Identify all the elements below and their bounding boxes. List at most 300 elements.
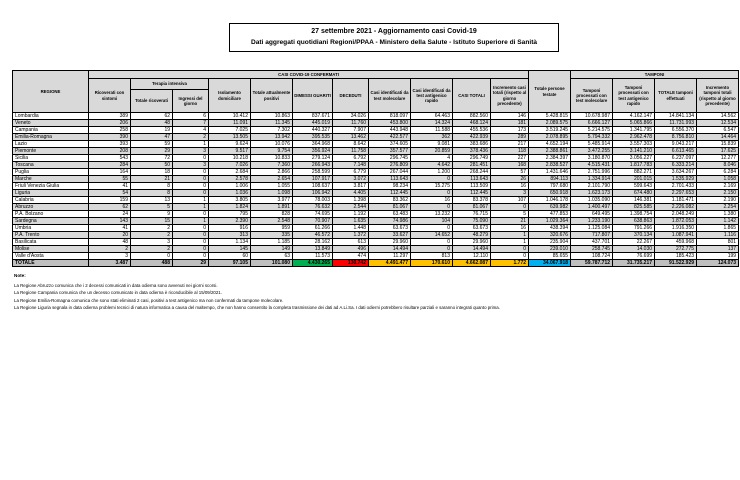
cell-dimessi_guariti: 445.019 bbox=[293, 120, 333, 127]
cell-incremento_casi_totali: 16 bbox=[491, 183, 529, 190]
cell-totale_tamponi_effettuati: 11.731.993 bbox=[655, 120, 697, 127]
cell-isolamento_domiciliare: 1.006 bbox=[209, 183, 251, 190]
cell-totale_tamponi_effettuati: 1.181.471 bbox=[655, 197, 697, 204]
cell-totale_attualmente_positivi: 1.891 bbox=[251, 204, 293, 211]
cell-casi_test_antigenico: 4 bbox=[411, 155, 453, 162]
cell-incremento_casi_totali: 57 bbox=[491, 169, 529, 176]
cell-ti_totale_ricoverati: 2 bbox=[131, 225, 173, 232]
cell-casi_totali: 378.436 bbox=[453, 148, 491, 155]
cell-isolamento_domiciliare: 10.218 bbox=[209, 155, 251, 162]
cell-casi_test_molecolare: 11.297 bbox=[369, 253, 411, 260]
cell-ti_totale_ricoverati: 19 bbox=[131, 127, 173, 134]
cell-ti_ingressi_del_giorno: 1 bbox=[173, 204, 209, 211]
cell-ti_ingressi_del_giorno: 0 bbox=[173, 155, 209, 162]
cell-ti_totale_ricoverati: 15 bbox=[131, 218, 173, 225]
header-band-tamponi: TAMPONI bbox=[571, 71, 739, 79]
cell-totale_persone_testate: 2.089.575 bbox=[529, 120, 571, 127]
cell-incremento_tamponi_totali: 2.150 bbox=[697, 190, 739, 197]
cell-totale_tamponi_effettuati: 91.522.929 bbox=[655, 260, 697, 267]
cell-tamponi_test_antigenico: 1.817.783 bbox=[613, 162, 655, 169]
cell-totale_attualmente_positivi: 7.302 bbox=[251, 127, 293, 134]
cell-tamponi_test_antigenico: 5.065.866 bbox=[613, 120, 655, 127]
cell-ti_ingressi_del_giorno: 1 bbox=[173, 197, 209, 204]
cell-tamponi_test_molecolare: 2.101.790 bbox=[571, 183, 613, 190]
cell-isolamento_domiciliare: 3.805 bbox=[209, 197, 251, 204]
cell-ti_ingressi_del_giorno: 0 bbox=[173, 232, 209, 239]
cell-totale_attualmente_positivi: 63 bbox=[251, 253, 293, 260]
table-row bbox=[13, 190, 739, 197]
cell-dimessi_guariti: 364.968 bbox=[293, 141, 333, 148]
cell-ricoverati_con_sintomi: 54 bbox=[89, 190, 131, 197]
cell-totale_attualmente_positivi: 10.076 bbox=[251, 141, 293, 148]
note-line: La Regione Liguria segnala in data odierna problemi tecnici di natura informatica a causa del maltempo, che non hanno consentito la completa trasmissione dei dati ad A.Li.Sa. I dati odierni potrebbero risultare parziali e saranno integrati quanto prima. bbox=[14, 304, 500, 310]
cell-incremento_tamponi_totali: 1.142 bbox=[697, 218, 739, 225]
cell-totale_persone_testate: 2.388.861 bbox=[529, 148, 571, 155]
cell-incremento_tamponi_totali: 1.865 bbox=[697, 225, 739, 232]
cell-incremento_casi_totali: 227 bbox=[491, 155, 529, 162]
cell-isolamento_domiciliare: 13.505 bbox=[209, 134, 251, 141]
cell-ti_ingressi_del_giorno: 4 bbox=[173, 127, 209, 134]
cell-totale_tamponi_effettuati: 6.613.465 bbox=[655, 148, 697, 155]
cell-isolamento_domiciliare: 11.091 bbox=[209, 120, 251, 127]
cell-regione: Abruzzo bbox=[13, 204, 89, 211]
cell-deceduti: 3.817 bbox=[333, 183, 369, 190]
cell-regione: Liguria bbox=[13, 190, 89, 197]
cell-dimessi_guariti: 74.695 bbox=[293, 211, 333, 218]
cell-casi_totali: 4.662.087 bbox=[453, 260, 491, 267]
cell-ti_ingressi_del_giorno: 7 bbox=[173, 120, 209, 127]
cell-casi_totali: 112.445 bbox=[453, 190, 491, 197]
cell-regione: Basilicata bbox=[13, 239, 89, 246]
col-header-persone-testate: Totale persone testate bbox=[529, 71, 571, 113]
notes-label: Note: bbox=[14, 273, 26, 278]
col-header-tamponi-antigenico: Tamponi processati con test antigenico rapido bbox=[613, 79, 655, 113]
cell-casi_test_antigenico: 64.463 bbox=[411, 113, 453, 120]
cell-isolamento_domiciliare: 1.824 bbox=[209, 204, 251, 211]
cell-tamponi_test_antigenico: 4.162.147 bbox=[613, 113, 655, 120]
cell-ricoverati_con_sintomi: 20 bbox=[89, 232, 131, 239]
cell-casi_test_antigenico: 4.642 bbox=[411, 162, 453, 169]
cell-ti_ingressi_del_giorno: 0 bbox=[173, 169, 209, 176]
cell-totale_attualmente_positivi: 959 bbox=[251, 225, 293, 232]
cell-dimessi_guariti: 70.907 bbox=[293, 218, 333, 225]
cell-incremento_tamponi_totali: 6.547 bbox=[697, 127, 739, 134]
cell-tamponi_test_antigenico: 31.735.217 bbox=[613, 260, 655, 267]
cell-casi_totali: 29.960 bbox=[453, 239, 491, 246]
cell-deceduti: 8.642 bbox=[333, 141, 369, 148]
cell-totale_tamponi_effettuati: 2.297.653 bbox=[655, 190, 697, 197]
cell-casi_test_molecolare: 74.986 bbox=[369, 218, 411, 225]
cell-incremento_tamponi_totali: 14.464 bbox=[697, 134, 739, 141]
cell-casi_test_molecolare: 4.491.477 bbox=[369, 260, 411, 267]
table-row bbox=[13, 141, 739, 148]
cell-casi_test_molecolare: 63.673 bbox=[369, 225, 411, 232]
cell-casi_test_antigenico: 9.081 bbox=[411, 141, 453, 148]
cell-ricoverati_con_sintomi: 543 bbox=[89, 155, 131, 162]
cell-casi_totali: 882.560 bbox=[453, 113, 491, 120]
cell-casi_test_molecolare: 296.745 bbox=[369, 155, 411, 162]
cell-deceduti: 1.192 bbox=[333, 211, 369, 218]
cell-casi_totali: 81.067 bbox=[453, 204, 491, 211]
cell-ti_totale_ricoverati: 18 bbox=[131, 169, 173, 176]
cell-dimessi_guariti: 107.917 bbox=[293, 176, 333, 183]
cell-isolamento_domiciliare: 145 bbox=[209, 246, 251, 253]
cell-casi_test_molecolare: 81.067 bbox=[369, 204, 411, 211]
cell-casi_totali: 48.279 bbox=[453, 232, 491, 239]
cell-casi_test_antigenico: 20.859 bbox=[411, 148, 453, 155]
cell-tamponi_test_antigenico: 674.480 bbox=[613, 190, 655, 197]
cell-totale_persone_testate: 3.519.245 bbox=[529, 127, 571, 134]
cell-totale_tamponi_effettuati: 14.841.134 bbox=[655, 113, 697, 120]
cell-totale_persone_testate: 650.918 bbox=[529, 190, 571, 197]
cell-incremento_tamponi_totali: 12.277 bbox=[697, 155, 739, 162]
cell-tamponi_test_molecolare: 5.214.575 bbox=[571, 127, 613, 134]
col-header-regione: REGIONE bbox=[13, 71, 89, 113]
cell-totale_attualmente_positivi: 10.833 bbox=[251, 155, 293, 162]
cell-ti_totale_ricoverati: 72 bbox=[131, 155, 173, 162]
cell-incremento_tamponi_totali: 2.254 bbox=[697, 204, 739, 211]
cell-ti_totale_ricoverati: 59 bbox=[131, 141, 173, 148]
cell-dimessi_guariti: 279.124 bbox=[293, 155, 333, 162]
cell-totale_persone_testate: 2.384.397 bbox=[529, 155, 571, 162]
cell-regione: Sicilia bbox=[13, 155, 89, 162]
cell-casi_totali: 14.494 bbox=[453, 246, 491, 253]
cell-ti_totale_ricoverati: 0 bbox=[131, 253, 173, 260]
cell-tamponi_test_antigenico: 2.962.478 bbox=[613, 134, 655, 141]
cell-dimessi_guariti: 28.162 bbox=[293, 239, 333, 246]
cell-tamponi_test_molecolare: 4.515.431 bbox=[571, 162, 613, 169]
cell-ricoverati_con_sintomi: 55 bbox=[89, 176, 131, 183]
cell-tamponi_test_antigenico: 14.030 bbox=[613, 246, 655, 253]
cell-totale_tamponi_effettuati: 6.333.214 bbox=[655, 162, 697, 169]
cell-incremento_casi_totali: 1 bbox=[491, 232, 529, 239]
cell-ricoverati_con_sintomi: 390 bbox=[89, 134, 131, 141]
cell-dimessi_guariti: 11.573 bbox=[293, 253, 333, 260]
cell-incremento_casi_totali: 173 bbox=[491, 127, 529, 134]
cell-ti_ingressi_del_giorno: 0 bbox=[173, 176, 209, 183]
cell-tamponi_test_molecolare: 5.485.914 bbox=[571, 141, 613, 148]
cell-casi_test_molecolare: 374.605 bbox=[369, 141, 411, 148]
cell-casi_test_molecolare: 443.948 bbox=[369, 127, 411, 134]
cell-incremento_casi_totali: 16 bbox=[491, 225, 529, 232]
cell-totale_tamponi_effettuati: 8.756.810 bbox=[655, 134, 697, 141]
cell-totale_tamponi_effettuati: 2.226.082 bbox=[655, 204, 697, 211]
cell-casi_totali: 281.451 bbox=[453, 162, 491, 169]
cell-casi_test_antigenico: 16 bbox=[411, 197, 453, 204]
cell-tamponi_test_molecolare: 717.807 bbox=[571, 232, 613, 239]
cell-casi_test_molecolare: 14.494 bbox=[369, 246, 411, 253]
cell-dimessi_guariti: 78.003 bbox=[293, 197, 333, 204]
notes-lines bbox=[14, 282, 724, 311]
cell-totale_persone_testate: 639.982 bbox=[529, 204, 571, 211]
cell-totale_persone_testate: 5.428.815 bbox=[529, 113, 571, 120]
cell-incremento_tamponi_totali: 17.625 bbox=[697, 148, 739, 155]
cell-casi_test_antigenico: 170.610 bbox=[411, 260, 453, 267]
cell-deceduti: 2.544 bbox=[333, 204, 369, 211]
col-header-attualmente-positivi: Totale attualmente positivi bbox=[251, 79, 293, 113]
cell-deceduti: 4.405 bbox=[333, 190, 369, 197]
cell-tamponi_test_molecolare: 10.678.987 bbox=[571, 113, 613, 120]
col-header-ti-ingressi: Ingressi del giorno bbox=[173, 90, 209, 113]
cell-isolamento_domiciliare: 9.517 bbox=[209, 148, 251, 155]
table-row bbox=[13, 218, 739, 225]
col-header-isolamento: Isolamento domiciliare bbox=[209, 79, 251, 113]
cell-isolamento_domiciliare: 10.412 bbox=[209, 113, 251, 120]
cell-dimessi_guariti: 266.943 bbox=[293, 162, 333, 169]
table-row bbox=[13, 246, 739, 253]
cell-ti_totale_ricoverati: 8 bbox=[131, 183, 173, 190]
cell-totale_persone_testate: 477.853 bbox=[529, 211, 571, 218]
cell-totale_persone_testate: 34.067.918 bbox=[529, 260, 571, 267]
cell-ti_totale_ricoverati: 21 bbox=[131, 176, 173, 183]
table-row-totale bbox=[13, 260, 739, 267]
cell-totale_persone_testate: 2.838.527 bbox=[529, 162, 571, 169]
cell-tamponi_test_molecolare: 1.623.173 bbox=[571, 190, 613, 197]
cell-casi_test_antigenico: 14.324 bbox=[411, 120, 453, 127]
cell-casi_test_antigenico: 0 bbox=[411, 190, 453, 197]
cell-regione: Molise bbox=[13, 246, 89, 253]
covid-data-table bbox=[12, 70, 739, 267]
cell-incremento_casi_totali: 118 bbox=[491, 148, 529, 155]
cell-incremento_tamponi_totali: 14.562 bbox=[697, 113, 739, 120]
cell-deceduti: 474 bbox=[333, 253, 369, 260]
cell-ti_totale_ricoverati: 488 bbox=[131, 260, 173, 267]
cell-totale_persone_testate: 894.113 bbox=[529, 176, 571, 183]
cell-isolamento_domiciliare: 313 bbox=[209, 232, 251, 239]
cell-dimessi_guariti: 108.637 bbox=[293, 183, 333, 190]
cell-casi_totali: 63.673 bbox=[453, 225, 491, 232]
cell-ti_ingressi_del_giorno: 2 bbox=[173, 134, 209, 141]
cell-totale_attualmente_positivi: 2.654 bbox=[251, 176, 293, 183]
cell-ti_totale_ricoverati: 2 bbox=[131, 232, 173, 239]
cell-totale_attualmente_positivi: 1.055 bbox=[251, 183, 293, 190]
cell-regione: Campania bbox=[13, 127, 89, 134]
table-row bbox=[13, 183, 739, 190]
cell-deceduti: 7.148 bbox=[333, 162, 369, 169]
cell-incremento_casi_totali: 1 bbox=[491, 239, 529, 246]
cell-tamponi_test_molecolare: 258.745 bbox=[571, 246, 613, 253]
table-header bbox=[13, 71, 739, 113]
cell-casi_test_antigenico: 362 bbox=[411, 134, 453, 141]
col-header-casi-antigenico: Casi identificati da test antigenico rapido bbox=[411, 79, 453, 113]
table-row bbox=[13, 134, 739, 141]
cell-tamponi_test_antigenico: 882.271 bbox=[613, 169, 655, 176]
cell-tamponi_test_molecolare: 3.472.255 bbox=[571, 148, 613, 155]
cell-regione: Sardegna bbox=[13, 218, 89, 225]
report-title-box bbox=[229, 23, 559, 52]
cell-incremento_casi_totali: 1.772 bbox=[491, 260, 529, 267]
cell-totale_tamponi_effettuati: 2.048.249 bbox=[655, 211, 697, 218]
cell-ti_ingressi_del_giorno: 1 bbox=[173, 218, 209, 225]
cell-tamponi_test_antigenico: 3.557.303 bbox=[613, 141, 655, 148]
cell-totale_tamponi_effettuati: 1.916.350 bbox=[655, 225, 697, 232]
cell-casi_test_molecolare: 818.097 bbox=[369, 113, 411, 120]
cell-dimessi_guariti: 76.632 bbox=[293, 204, 333, 211]
cell-deceduti: 3.072 bbox=[333, 176, 369, 183]
cell-incremento_casi_totali: 168 bbox=[491, 162, 529, 169]
col-header-incremento-tamponi: Incremento tamponi totali (rispetto al giorno precedente) bbox=[697, 79, 739, 113]
cell-ricoverati_con_sintomi: 164 bbox=[89, 169, 131, 176]
cell-totale_tamponi_effettuati: 185.423 bbox=[655, 253, 697, 260]
cell-tamponi_test_antigenico: 3.141.210 bbox=[613, 148, 655, 155]
cell-tamponi_test_molecolare: 1.400.497 bbox=[571, 204, 613, 211]
cell-ricoverati_con_sintomi: 258 bbox=[89, 127, 131, 134]
cell-totale_tamponi_effettuati: 1.535.929 bbox=[655, 176, 697, 183]
cell-dimessi_guariti: 46.572 bbox=[293, 232, 333, 239]
cell-isolamento_domiciliare: 795 bbox=[209, 211, 251, 218]
cell-incremento_tamponi_totali: 199 bbox=[697, 253, 739, 260]
cell-ti_totale_ricoverati: 5 bbox=[131, 204, 173, 211]
cell-ricoverati_con_sintomi: 41 bbox=[89, 225, 131, 232]
cell-tamponi_test_antigenico: 201.015 bbox=[613, 176, 655, 183]
table-row bbox=[13, 113, 739, 120]
cell-ti_ingressi_del_giorno: 0 bbox=[173, 246, 209, 253]
cell-deceduti: 34.026 bbox=[333, 113, 369, 120]
cell-casi_test_antigenico: 104 bbox=[411, 218, 453, 225]
cell-totale_attualmente_positivi: 7.360 bbox=[251, 162, 293, 169]
cell-regione: Toscana bbox=[13, 162, 89, 169]
cell-casi_test_molecolare: 276.809 bbox=[369, 162, 411, 169]
cell-totale_attualmente_positivi: 10.863 bbox=[251, 113, 293, 120]
table-row bbox=[13, 155, 739, 162]
cell-deceduti: 130.742 bbox=[333, 260, 369, 267]
cell-deceduti: 1.372 bbox=[333, 232, 369, 239]
cell-ti_ingressi_del_giorno: 0 bbox=[173, 225, 209, 232]
cell-casi_test_molecolare: 98.234 bbox=[369, 183, 411, 190]
cell-casi_test_molecolare: 453.800 bbox=[369, 120, 411, 127]
cell-totale_tamponi_effettuati: 1.087.941 bbox=[655, 232, 697, 239]
table-row bbox=[13, 169, 739, 176]
cell-incremento_tamponi_totali: 2.169 bbox=[697, 183, 739, 190]
cell-dimessi_guariti: 61.266 bbox=[293, 225, 333, 232]
cell-totale_persone_testate: 438.394 bbox=[529, 225, 571, 232]
cell-tamponi_test_molecolare: 59.787.712 bbox=[571, 260, 613, 267]
cell-ricoverati_con_sintomi: 206 bbox=[89, 120, 131, 127]
cell-casi_totali: 468.124 bbox=[453, 120, 491, 127]
cell-ricoverati_con_sintomi: 2 bbox=[89, 246, 131, 253]
cell-incremento_tamponi_totali: 8.046 bbox=[697, 162, 739, 169]
cell-ti_ingressi_del_giorno: 29 bbox=[173, 260, 209, 267]
cell-tamponi_test_antigenico: 76.699 bbox=[613, 253, 655, 260]
cell-casi_test_molecolare: 63.483 bbox=[369, 211, 411, 218]
cell-ti_totale_ricoverati: 9 bbox=[131, 211, 173, 218]
cell-tamponi_test_antigenico: 1.398.754 bbox=[613, 211, 655, 218]
cell-casi_totali: 268.244 bbox=[453, 169, 491, 176]
cell-ricoverati_con_sintomi: 389 bbox=[89, 113, 131, 120]
cell-regione: Lazio bbox=[13, 141, 89, 148]
cell-casi_totali: 296.749 bbox=[453, 155, 491, 162]
cell-dimessi_guariti: 13.849 bbox=[293, 246, 333, 253]
cell-tamponi_test_molecolare: 2.751.996 bbox=[571, 169, 613, 176]
cell-ti_totale_ricoverati: 50 bbox=[131, 162, 173, 169]
cell-incremento_casi_totali: 5 bbox=[491, 211, 529, 218]
cell-casi_test_molecolare: 83.362 bbox=[369, 197, 411, 204]
table-row bbox=[13, 211, 739, 218]
cell-regione: Piemonte bbox=[13, 148, 89, 155]
cell-ricoverati_con_sintomi: 393 bbox=[89, 141, 131, 148]
cell-casi_totali: 12.110 bbox=[453, 253, 491, 260]
cell-ricoverati_con_sintomi: 24 bbox=[89, 211, 131, 218]
cell-isolamento_domiciliare: 9.624 bbox=[209, 141, 251, 148]
cell-incremento_casi_totali: 289 bbox=[491, 134, 529, 141]
cell-totale_tamponi_effettuati: 6.556.370 bbox=[655, 127, 697, 134]
cell-deceduti: 11.758 bbox=[333, 148, 369, 155]
cell-totale_persone_testate: 1.029.364 bbox=[529, 218, 571, 225]
col-header-casi-molecolare: Casi identificati da test molecolare bbox=[369, 79, 411, 113]
cell-regione: P.A. Bolzano bbox=[13, 211, 89, 218]
cell-dimessi_guariti: 395.535 bbox=[293, 134, 333, 141]
cell-totale_persone_testate: 1.431.646 bbox=[529, 169, 571, 176]
cell-tamponi_test_antigenico: 825.585 bbox=[613, 204, 655, 211]
cell-ti_ingressi_del_giorno: 3 bbox=[173, 162, 209, 169]
cell-totale_persone_testate: 235.904 bbox=[529, 239, 571, 246]
cell-ti_totale_ricoverati: 62 bbox=[131, 113, 173, 120]
cell-regione: Calabria bbox=[13, 197, 89, 204]
cell-casi_test_molecolare: 422.577 bbox=[369, 134, 411, 141]
table-row bbox=[13, 197, 739, 204]
cell-totale_tamponi_effettuati: 272.775 bbox=[655, 246, 697, 253]
cell-totale_tamponi_effettuati: 1.872.053 bbox=[655, 218, 697, 225]
col-header-incremento-casi: Incremento casi totali (rispetto al giorno precedente) bbox=[491, 79, 529, 113]
cell-dimessi_guariti: 440.327 bbox=[293, 127, 333, 134]
col-header-tamponi-molecolare: Tamponi processati con test molecolare bbox=[571, 79, 613, 113]
cell-ricoverati_con_sintomi: 143 bbox=[89, 218, 131, 225]
cell-incremento_casi_totali: 181 bbox=[491, 120, 529, 127]
cell-incremento_casi_totali: 107 bbox=[491, 197, 529, 204]
cell-tamponi_test_antigenico: 638.863 bbox=[613, 218, 655, 225]
cell-incremento_casi_totali: 0 bbox=[491, 204, 529, 211]
cell-totale_persone_testate: 797.680 bbox=[529, 183, 571, 190]
cell-isolamento_domiciliare: 1.134 bbox=[209, 239, 251, 246]
cell-isolamento_domiciliare: 916 bbox=[209, 225, 251, 232]
cell-isolamento_domiciliare: 1.036 bbox=[209, 190, 251, 197]
cell-casi_test_antigenico: 0 bbox=[411, 239, 453, 246]
cell-regione: Friuli Venezia Giulia bbox=[13, 183, 89, 190]
table-row bbox=[13, 162, 739, 169]
cell-casi_totali: 422.939 bbox=[453, 134, 491, 141]
note-line: La Regione Abruzzo comunica che i 2 decessi comunicati in data odierna sono avvenuti nei giorni scorsi. bbox=[14, 283, 218, 288]
cell-tamponi_test_molecolare: 649.495 bbox=[571, 211, 613, 218]
cell-totale_persone_testate: 2.078.895 bbox=[529, 134, 571, 141]
cell-isolamento_domiciliare: 7.026 bbox=[209, 162, 251, 169]
col-header-ti-totale: Totale ricoverati bbox=[131, 90, 173, 113]
cell-ricoverati_con_sintomi: 3.487 bbox=[89, 260, 131, 267]
cell-casi_test_antigenico: 0 bbox=[411, 176, 453, 183]
cell-incremento_casi_totali: 0 bbox=[491, 253, 529, 260]
cell-deceduti: 1.635 bbox=[333, 218, 369, 225]
cell-totale_persone_testate: 239.010 bbox=[529, 246, 571, 253]
table-row bbox=[13, 225, 739, 232]
cell-tamponi_test_antigenico: 791.266 bbox=[613, 225, 655, 232]
cell-tamponi_test_molecolare: 437.701 bbox=[571, 239, 613, 246]
cell-regione: Veneto bbox=[13, 120, 89, 127]
cell-casi_test_antigenico: 11.588 bbox=[411, 127, 453, 134]
cell-deceduti: 1.398 bbox=[333, 197, 369, 204]
cell-casi_totali: 83.378 bbox=[453, 197, 491, 204]
cell-ti_totale_ricoverati: 13 bbox=[131, 197, 173, 204]
cell-ti_totale_ricoverati: 8 bbox=[131, 190, 173, 197]
cell-incremento_tamponi_totali: 124.073 bbox=[697, 260, 739, 267]
cell-totale_attualmente_positivi: 828 bbox=[251, 211, 293, 218]
cell-incremento_tamponi_totali: 2.190 bbox=[697, 197, 739, 204]
cell-deceduti: 613 bbox=[333, 239, 369, 246]
cell-totale_attualmente_positivi: 1.185 bbox=[251, 239, 293, 246]
cell-casi_test_molecolare: 33.627 bbox=[369, 232, 411, 239]
cell-casi_test_molecolare: 29.960 bbox=[369, 239, 411, 246]
cell-totale_persone_testate: 4.652.194 bbox=[529, 141, 571, 148]
cell-totale_persone_testate: 85.655 bbox=[529, 253, 571, 260]
table-row bbox=[13, 127, 739, 134]
